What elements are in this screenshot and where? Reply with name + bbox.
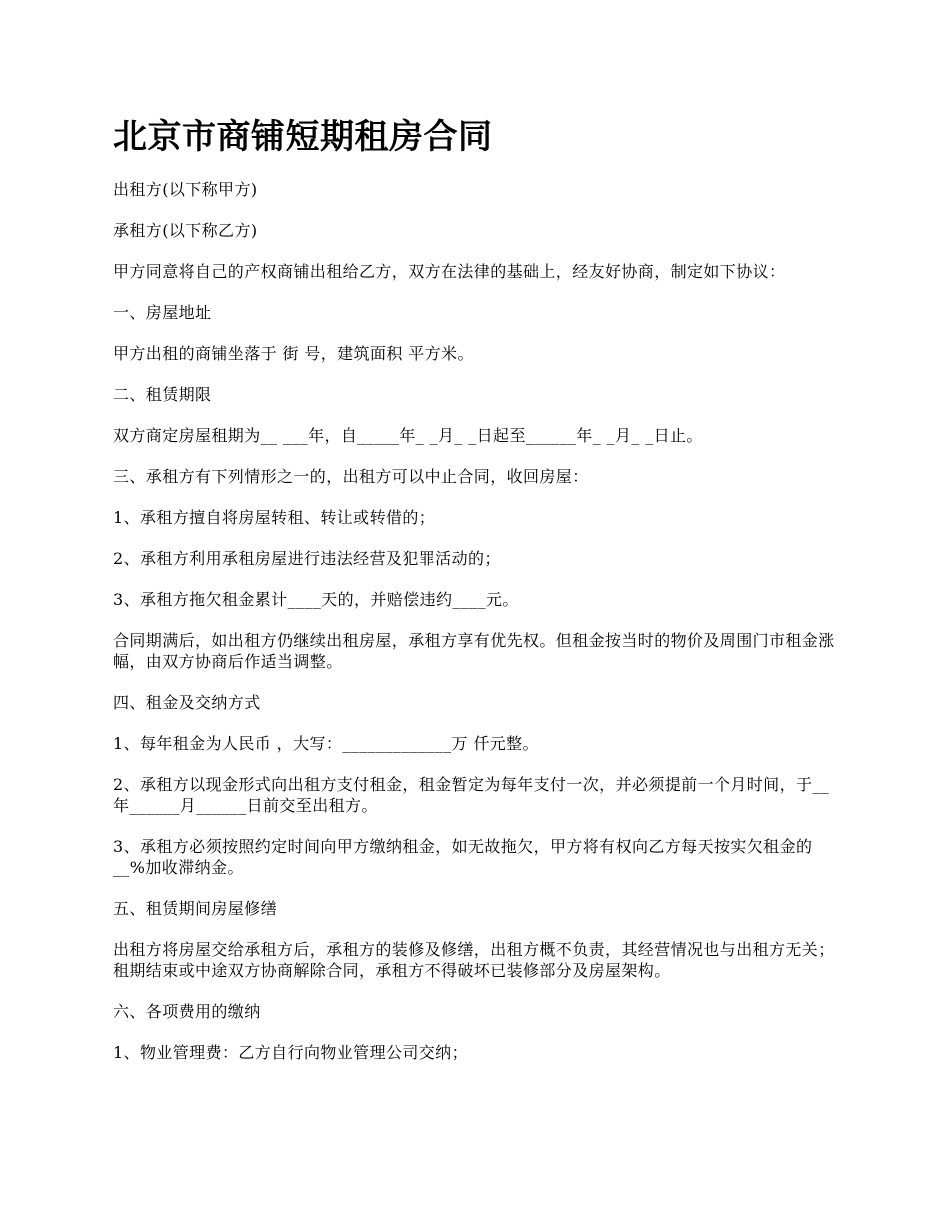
party-lessee: 承租方(以下称乙方)	[113, 221, 258, 240]
document-page	[113, 112, 843, 1083]
rent-item-1: 1、每年租金为人民币 ，大写：_____________万 仟元整。	[113, 734, 539, 753]
document-title: 北京市商铺短期租房合同	[113, 117, 493, 157]
termination-item-2: 2、承租方利用承租房屋进行违法经营及犯罪活动的；	[113, 549, 501, 568]
rent-item-2: 2、承租方以现金形式向出租方支付租金，租金暂定为每年支付一次，并必须提前一个月时间，于__年______月______日前交至出租方。	[113, 775, 830, 815]
renewal-clause: 合同期满后，如出租方仍继续出租房屋，承租方享有优先权。但租金按当时的物价及周围门市租金涨幅，由双方协商后作适当调整。	[113, 631, 835, 671]
termination-item-1: 1、承租方擅自将房屋转租、转让或转借的；	[113, 508, 436, 527]
section-heading-repairs: 五、租赁期间房屋修缮	[113, 899, 278, 918]
section-heading-fees: 六、各项费用的缴纳	[113, 1002, 261, 1021]
rent-item-3: 3、承租方必须按照约定时间向甲方缴纳租金，如无故拖欠，甲方将有权向乙方每天按实欠租金的__%加收滞纳金。	[113, 837, 813, 877]
repairs-clause: 出租方将房屋交给承租方后，承租方的装修及修缮，出租方概不负责，其经营情况也与出租方无关；租期结束或中途双方协商解除合同，承租方不得破坏已装修部分及房屋架构。	[113, 940, 835, 980]
party-lessor: 出租方(以下称甲方)	[113, 180, 258, 199]
section-heading-termination: 三、承租方有下列情形之一的，出租方可以中止合同，收回房屋：	[113, 467, 589, 486]
section-heading-term: 二、租赁期限	[113, 385, 212, 404]
term-clause: 双方商定房屋租期为__ ___年，自_____年_ _月_ _日起至______年_ _月_ _日止。	[113, 426, 703, 445]
termination-item-3: 3、承租方拖欠租金累计____天的，并赔偿违约____元。	[113, 590, 519, 609]
section-heading-address: 一、房屋地址	[113, 303, 212, 322]
section-heading-rent: 四、租金及交纳方式	[113, 693, 261, 712]
address-clause: 甲方出租的商铺坐落于 街 号，建筑面积 平方米。	[113, 344, 474, 363]
agreement-intro: 甲方同意将自己的产权商铺出租给乙方，双方在法律的基础上，经友好协商，制定如下协议：	[113, 262, 786, 281]
fees-item-1: 1、物业管理费：乙方自行向物业管理公司交纳；	[113, 1043, 468, 1062]
